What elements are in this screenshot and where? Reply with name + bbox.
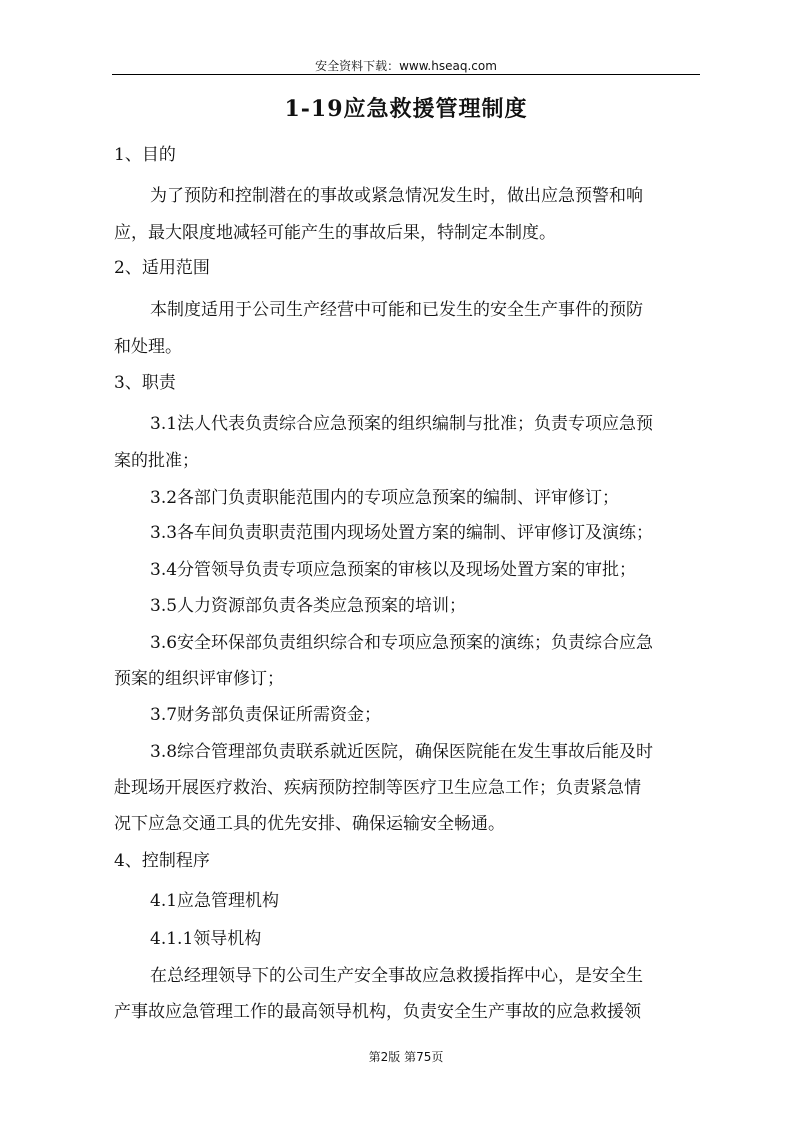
section-3-5: 3.5人力资源部负责各类应急预案的培训；	[150, 596, 467, 616]
section-3-8-line-2: 赴现场开展医疗救治、疾病预防控制等医疗卫生应急工作；负责紧急情	[114, 778, 641, 798]
section-3-8-line-3: 况下应急交通工具的优先安排、确保运输安全畅通。	[114, 814, 505, 834]
section-3-2: 3.2各部门负责职能范围内的专项应急预案的编制、评审修订；	[150, 488, 620, 508]
section-2-heading: 2、适用范围	[114, 258, 210, 278]
section-1-paragraph-line-1: 为了预防和控制潜在的事故或紧急情况发生时，做出应急预警和响	[150, 186, 643, 206]
section-4-1-1-heading: 4.1.1领导机构	[150, 929, 262, 949]
section-3-heading: 3、职责	[114, 373, 176, 393]
section-1-paragraph-line-2: 应，最大限度地减轻可能产生的事故后果，特制定本制度。	[114, 223, 556, 243]
section-3-7: 3.7财务部负责保证所需资金；	[150, 705, 382, 725]
section-4-1-heading: 4.1应急管理机构	[150, 891, 280, 911]
section-3-4: 3.4分管领导负责专项应急预案的审核以及现场处置方案的审批；	[150, 560, 637, 580]
section-1-heading: 1、目的	[114, 145, 176, 165]
section-4-paragraph-line-2: 产事故应急管理工作的最高领导机构，负责安全生产事故的应急救援领	[114, 1002, 641, 1022]
section-3-6-line-2: 预案的组织评审修订；	[114, 669, 284, 689]
header-divider	[112, 74, 700, 75]
section-3-1-line-2: 案的批准；	[114, 451, 199, 471]
section-3-6-line-1: 3.6安全环保部负责组织综合和专项应急预案的演练；负责综合应急	[150, 633, 654, 653]
section-3-3: 3.3各车间负责职责范围内现场处置方案的编制、评审修订及演练；	[150, 523, 654, 543]
section-4-heading: 4、控制程序	[114, 851, 210, 871]
document-title: 1-19应急救援管理制度	[284, 96, 528, 122]
section-2-paragraph-line-2: 和处理。	[114, 337, 182, 357]
section-2-paragraph-line-1: 本制度适用于公司生产经营中可能和已发生的安全生产事件的预防	[150, 300, 643, 320]
section-3-8-line-1: 3.8综合管理部负责联系就近医院，确保医院能在发生事故后能及时	[150, 742, 654, 762]
page-header: 安全资料下载：www.hseaq.com	[315, 59, 497, 73]
page-footer: 第2版 第75页	[368, 1050, 444, 1064]
section-3-1-line-1: 3.1法人代表负责综合应急预案的组织编制与批准；负责专项应急预	[150, 414, 654, 434]
section-4-paragraph-line-1: 在总经理领导下的公司生产安全事故应急救援指挥中心，是安全生	[150, 966, 643, 986]
